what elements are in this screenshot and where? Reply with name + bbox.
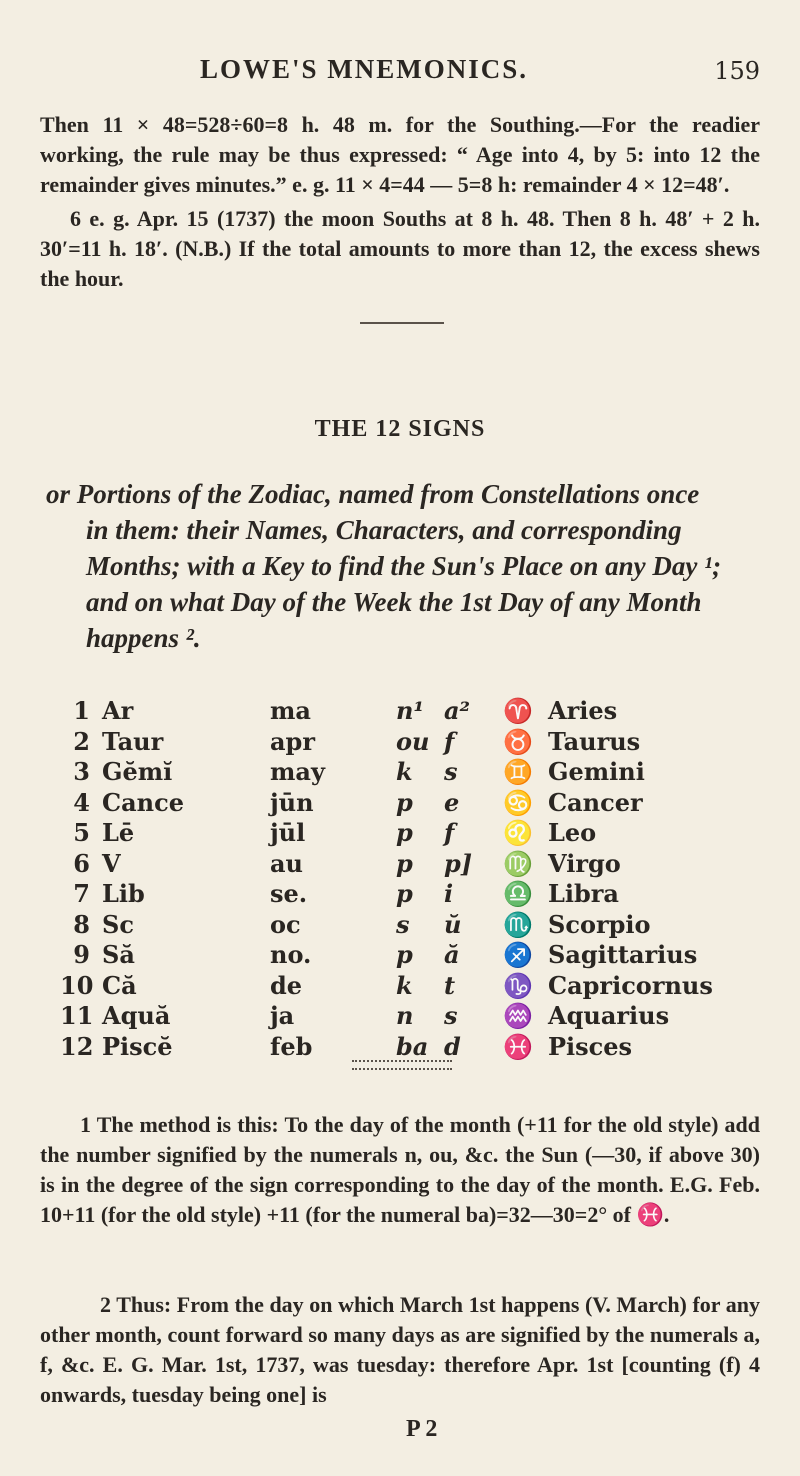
sign-row — [60, 1001, 680, 1032]
sign-numeral-1: p — [396, 787, 413, 817]
sign-month: no. — [270, 940, 312, 969]
sign-name: Leo — [548, 818, 597, 847]
sign-name: Aquarius — [548, 1001, 670, 1030]
zodiac-symbol-icon: ♍ — [503, 848, 533, 878]
sign-number: 11 — [60, 1001, 94, 1030]
sign-numeral-2: t — [444, 970, 456, 1000]
sign-numeral-1: k — [396, 757, 413, 786]
section-intro — [46, 476, 766, 656]
sign-numeral-2: s — [444, 757, 458, 786]
sign-number: 8 — [73, 909, 90, 939]
sign-month: apr — [270, 726, 315, 756]
section-title: THE 12 SIGNS — [314, 416, 486, 442]
southing-paragraph — [40, 110, 760, 294]
zodiac-symbol-icon: ♌ — [503, 818, 533, 847]
footnote-2: 2 Thus: From the day on which March 1st happens (V. March) for any other month, count forward so many days as are signified by the numerals a, f, &c. E. G. Mar. 1st, 1737, was tuesday: therefore Apr. 1st [counting (f) 4 onwards, tuesday being one] is — [40, 1292, 760, 1407]
sign-month: se. — [270, 879, 308, 908]
sign-numeral-2: ă — [444, 940, 460, 969]
sign-numeral-1: ba — [396, 1031, 429, 1061]
sign-numeral-1: ou — [396, 726, 430, 756]
sign-name: Gemini — [548, 757, 645, 786]
sign-number: 9 — [73, 940, 90, 969]
sign-numeral-2: f — [444, 818, 455, 847]
sign-row — [60, 788, 680, 819]
sign-numeral-2: i — [444, 879, 454, 908]
sign-numeral-2: d — [444, 1031, 461, 1061]
zodiac-symbol-icon: ♈ — [503, 696, 533, 725]
southing-text: Then 11 × 48=528÷60=8 h. 48 m. for the Southing.—For the readier working, the rule may be thus expressed: “ Age into 4, by 5: into 12 the remainder gives minutes.” e. g. 11 × 4=44 — 5=8 h: remainder 4 × 12=48′. — [40, 112, 760, 197]
sign-number: 2 — [73, 726, 90, 756]
sign-numeral-2: ŭ — [444, 909, 462, 939]
sign-month: jūl — [270, 818, 306, 847]
sign-name: Cancer — [548, 787, 643, 817]
zodiac-symbol-icon: ♉ — [503, 726, 533, 756]
sign-abbreviation: Lē — [102, 818, 135, 847]
sign-number: 3 — [73, 757, 90, 786]
sign-abbreviation: V — [102, 848, 121, 878]
example-text: 6 e. g. Apr. 15 (1737) the moon Souths at 8 h. 48. Then 8 h. 48′ + 2 h. 30′=11 h. 18′. (N.B.) If the total amounts to more than 12, the excess shews the hour. — [40, 206, 760, 291]
sign-numeral-1: p — [396, 940, 413, 969]
sign-row — [60, 1032, 680, 1063]
sign-number: 6 — [73, 848, 90, 878]
sign-numeral-2: p] — [444, 848, 473, 878]
sign-abbreviation: Ar — [102, 696, 134, 725]
sign-numeral-1: n — [396, 1001, 414, 1030]
sign-abbreviation: Sc — [102, 909, 134, 939]
sign-abbreviation: Piscĕ — [102, 1031, 173, 1061]
sign-month: oc — [270, 909, 301, 939]
sign-abbreviation: Că — [102, 970, 137, 1000]
sign-name: Libra — [548, 879, 619, 908]
sign-row — [60, 940, 698, 971]
zodiac-symbol-icon: ♓ — [503, 1031, 533, 1061]
sign-month: feb — [270, 1031, 313, 1061]
zodiac-symbol-icon: ♏ — [503, 909, 533, 939]
sign-abbreviation: Gĕmĭ — [102, 757, 173, 786]
sign-numeral-1: s — [396, 909, 410, 939]
sign-row — [60, 818, 680, 849]
sign-month: may — [270, 757, 325, 786]
sign-month: de — [270, 970, 303, 1000]
sign-number: 7 — [73, 879, 90, 908]
sign-row — [60, 910, 680, 941]
sign-name: Pisces — [548, 1031, 633, 1061]
sign-number: 10 — [60, 970, 94, 1000]
printer-signature: P 2 — [406, 1416, 438, 1442]
sign-numeral-1: k — [396, 970, 413, 1000]
footnote-1: 1 The method is this: To the day of the month (+11 for the old style) add the number signified by the numerals n, ou, &c. the Sun (—30, if above 30) is in the degree of the sign corresponding to the day of the month. E.G. Feb. 10+11 (for the old style) +11 (for the numeral ba)=32—30=2° of ♓. — [40, 1112, 760, 1227]
signs-table — [60, 696, 713, 1062]
sign-abbreviation: Cance — [102, 787, 184, 817]
zodiac-symbol-icon: ♒ — [503, 1001, 533, 1030]
sign-abbreviation: Aquă — [102, 1001, 171, 1030]
section-divider — [360, 322, 444, 324]
sign-name: Capricornus — [548, 970, 713, 1000]
sign-row — [60, 696, 680, 727]
sign-row — [60, 970, 713, 1002]
sign-name: Aries — [548, 696, 618, 725]
zodiac-symbol-icon: ♋ — [503, 787, 533, 817]
sign-month: ma — [270, 696, 311, 725]
sign-name: Taurus — [548, 726, 641, 756]
sign-numeral-2: s — [444, 1001, 458, 1030]
sign-numeral-1: p — [396, 848, 413, 878]
sign-numeral-1: p — [396, 818, 413, 847]
sign-month: ja — [270, 1001, 295, 1030]
sign-name: Scorpio — [548, 909, 651, 939]
sign-row — [60, 879, 680, 910]
sign-numeral-1: p — [396, 879, 413, 908]
sign-abbreviation: Taur — [102, 726, 164, 756]
zodiac-symbol-icon: ♑ — [503, 970, 533, 1000]
sign-number: 4 — [73, 787, 90, 817]
sign-month: au — [270, 848, 303, 878]
zodiac-symbol-icon: ♊ — [503, 757, 533, 786]
zodiac-symbol-icon: ♎ — [503, 879, 533, 908]
sign-number: 5 — [73, 818, 90, 847]
sign-name: Sagittarius — [548, 940, 698, 969]
sign-numeral-2: a² — [444, 696, 471, 725]
running-head: LOWE'S MNEMONICS. — [200, 54, 529, 84]
page-number: 159 — [714, 57, 760, 85]
sign-abbreviation: Lib — [102, 879, 145, 908]
intro-line-2: in them: their Names, Characters, and corresponding Months; with a Key to find the Sun's Place on any Day ¹; and on what Day of the Week the 1st Day of any Month happens ². — [86, 515, 722, 653]
ornament-rule — [352, 1060, 452, 1070]
sign-numeral-2: f — [444, 726, 455, 756]
sign-numeral-1: n¹ — [396, 696, 424, 725]
intro-line-1: or Portions of the Zodiac, named from Constellations once — [46, 479, 700, 509]
sign-number: 1 — [73, 696, 90, 725]
sign-numeral-2: e — [444, 787, 460, 817]
sign-month: jūn — [270, 787, 314, 817]
sign-number: 12 — [60, 1031, 94, 1061]
zodiac-symbol-icon: ♐ — [503, 940, 533, 969]
sign-name: Virgo — [548, 848, 621, 878]
sign-row — [60, 727, 680, 758]
page-header — [60, 54, 760, 94]
sign-row — [60, 849, 680, 880]
sign-abbreviation: Să — [102, 940, 135, 969]
sign-row — [60, 757, 680, 788]
